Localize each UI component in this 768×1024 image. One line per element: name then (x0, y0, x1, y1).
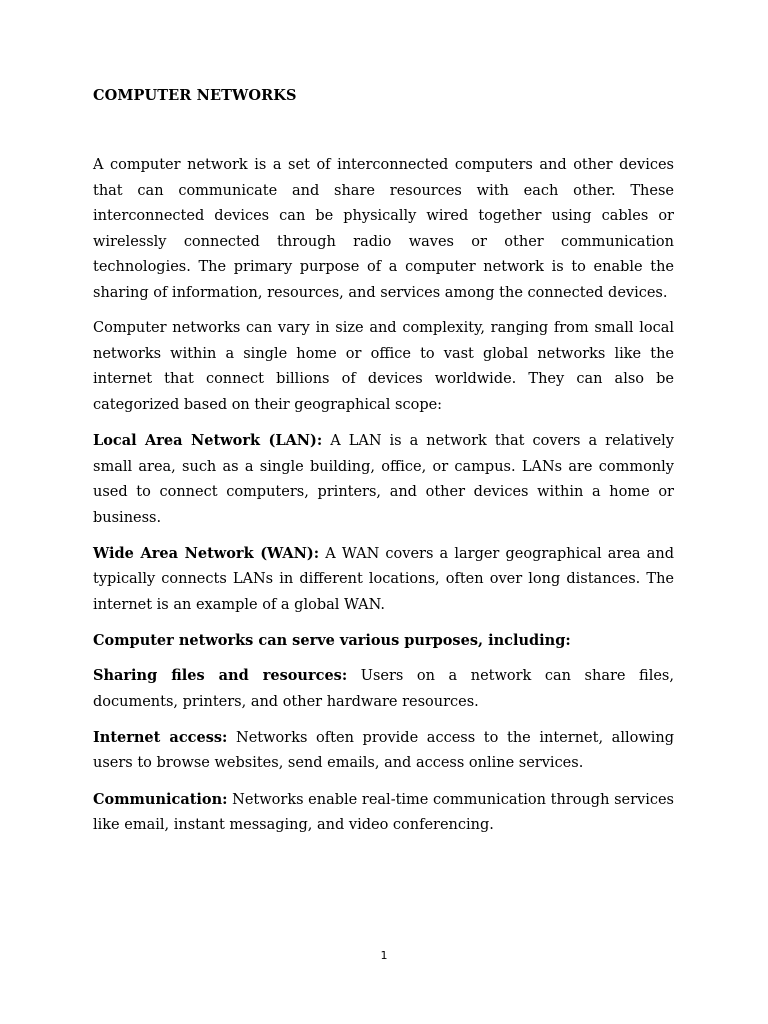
lan-paragraph (93, 428, 674, 531)
sharing-paragraph (93, 663, 674, 715)
intro-paragraph: A computer network is a set of interconnected computers and other devices that can communicate and share resources with each other. These interconnected devices can be physically wired together using cables or wirelessly connected through radio waves or other communication technologies. The primary purpose of a computer network is to enable the sharing of information, resources, and services among the connected devices. (93, 157, 674, 301)
communication-term: Communication: (93, 790, 228, 808)
internet-paragraph (93, 725, 674, 777)
document-title: COMPUTER NETWORKS (93, 87, 297, 104)
communication-paragraph (93, 787, 674, 839)
lan-description: A LAN is a network that covers a relatively small area, such as a single building, office, or campus. LANs are commonly used to connect computers, printers, and other devices within a home or business. (93, 432, 674, 526)
wan-description: A WAN covers a larger geographical area and typically connects LANs in different locations, often over long distances. The internet is an example of a global WAN. (93, 545, 674, 613)
document-body (93, 153, 674, 848)
sharing-term: Sharing files and resources: (93, 667, 348, 685)
sharing-description: Users on a network can share files, documents, printers, and other hardware resources. (93, 668, 674, 710)
purposes-heading: Computer networks can serve various purposes, including: (93, 632, 571, 650)
internet-description: Networks often provide access to the internet, allowing users to browse websites, send emails, and access online services. (93, 729, 675, 772)
lan-term: Local Area Network (LAN): (93, 431, 323, 449)
page-number: 1 (380, 949, 388, 962)
wan-term: Wide Area Network (WAN): (93, 544, 320, 562)
wan-paragraph (93, 541, 674, 619)
communication-description: Networks enable real-time communication through services like email, instant messaging, and video conferencing. (93, 791, 674, 834)
internet-term: Internet access: (93, 728, 228, 746)
scope-paragraph: Computer networks can vary in size and complexity, ranging from small local networks within a single home or office to vast global networks like the internet that connect billions of devices worldwide. They can also be categorized based on their geographical scope: (93, 320, 674, 413)
